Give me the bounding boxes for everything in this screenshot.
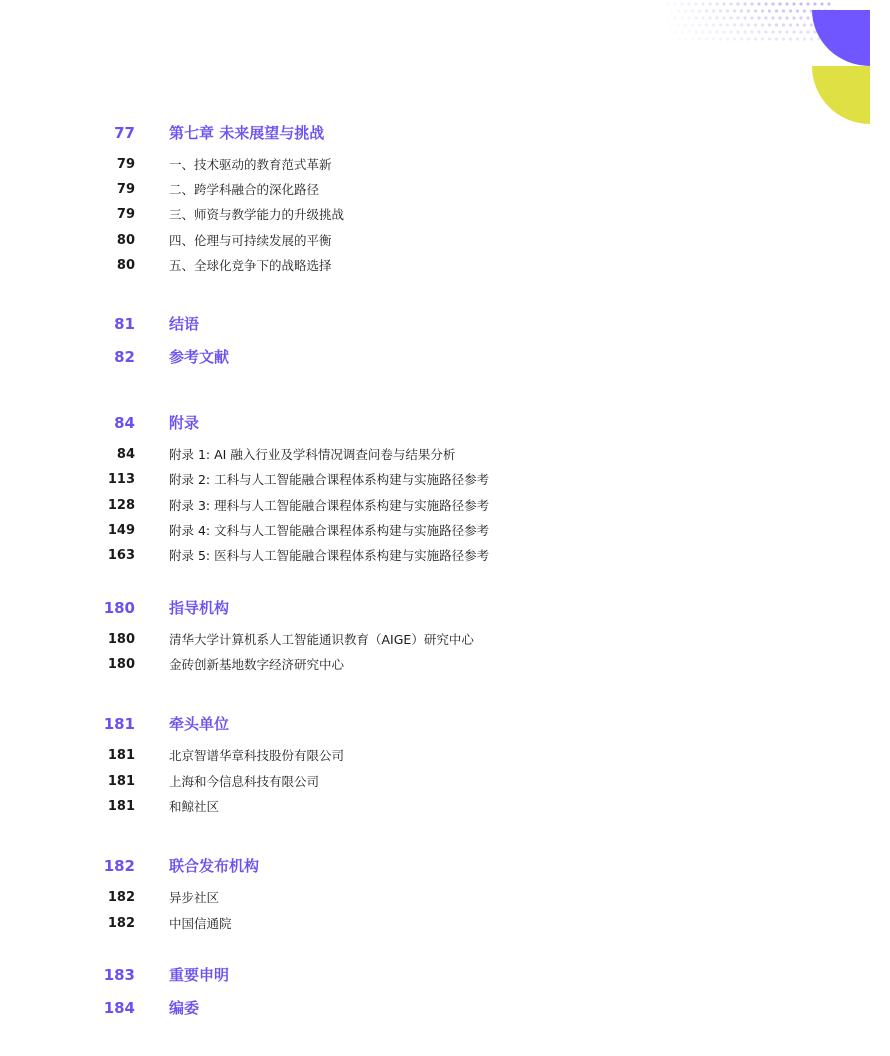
entry-title: 二、跨学科融合的深化路径	[169, 182, 320, 197]
entry-page-number: 181	[107, 799, 135, 814]
entry-page-number: 163	[107, 548, 135, 563]
entry-title: 四、伦理与可持续发展的平衡	[169, 233, 332, 248]
entry-page-number: 181	[107, 748, 135, 763]
section-page-number: 77	[114, 124, 135, 142]
section-page-number: 181	[103, 715, 135, 733]
section-title: 参考文献	[169, 348, 230, 366]
entry-page-number: 113	[107, 472, 135, 487]
section-page-number: 182	[103, 857, 135, 875]
entry-page-number: 79	[116, 182, 135, 197]
section-title: 编委	[169, 999, 200, 1017]
section-title: 重要申明	[169, 966, 230, 984]
entry-title: 五、全球化竞争下的战略选择	[169, 258, 332, 273]
entry-page-number: 180	[107, 632, 135, 647]
section-title: 结语	[169, 315, 200, 333]
entry-title: 附录 3: 理科与人工智能融合课程体系构建与实施路径参考	[169, 498, 490, 513]
entry-title: 附录 1: AI 融入行业及学科情况调查问卷与结果分析	[169, 447, 456, 462]
entry-title: 附录 2: 工科与人工智能融合课程体系构建与实施路径参考	[169, 472, 490, 487]
section-title: 指导机构	[169, 599, 230, 617]
entry-title: 附录 4: 文科与人工智能融合课程体系构建与实施路径参考	[169, 523, 490, 538]
section-page-number: 82	[114, 348, 135, 366]
entry-page-number: 84	[116, 447, 135, 462]
entry-title: 一、技术驱动的教育范式革新	[169, 157, 332, 172]
entry-title: 清华大学计算机系人工智能通识教育（AIGE）研究中心	[169, 632, 474, 647]
entry-title: 北京智谱华章科技股份有限公司	[169, 748, 345, 763]
entry-page-number: 79	[116, 157, 135, 172]
section-page-number: 84	[114, 414, 135, 432]
entry-page-number: 149	[107, 523, 135, 538]
entry-page-number: 180	[107, 657, 135, 672]
entry-title: 中国信通院	[169, 916, 232, 931]
section-title: 附录	[169, 414, 200, 432]
section-title: 牵头单位	[169, 715, 230, 733]
section-page-number: 81	[114, 315, 135, 333]
section-page-number: 183	[103, 966, 135, 984]
entry-page-number: 128	[107, 498, 135, 513]
entry-page-number: 181	[107, 774, 135, 789]
entry-page-number: 79	[116, 207, 135, 222]
entry-page-number: 80	[116, 233, 135, 248]
entry-title: 附录 5: 医科与人工智能融合课程体系构建与实施路径参考	[169, 548, 490, 563]
entry-page-number: 182	[107, 916, 135, 931]
entry-title: 三、师资与教学能力的升级挑战	[169, 207, 345, 222]
entry-title: 异步社区	[169, 890, 220, 905]
entry-title: 和鲸社区	[169, 799, 220, 814]
section-page-number: 180	[103, 599, 135, 617]
entry-page-number: 80	[116, 258, 135, 273]
section-page-number: 184	[103, 999, 135, 1017]
entry-title: 金砖创新基地数字经济研究中心	[169, 657, 345, 672]
entry-title: 上海和今信息科技有限公司	[169, 774, 320, 789]
section-title: 联合发布机构	[169, 857, 260, 875]
entry-page-number: 182	[107, 890, 135, 905]
section-title: 第七章 未来展望与挑战	[169, 124, 325, 142]
